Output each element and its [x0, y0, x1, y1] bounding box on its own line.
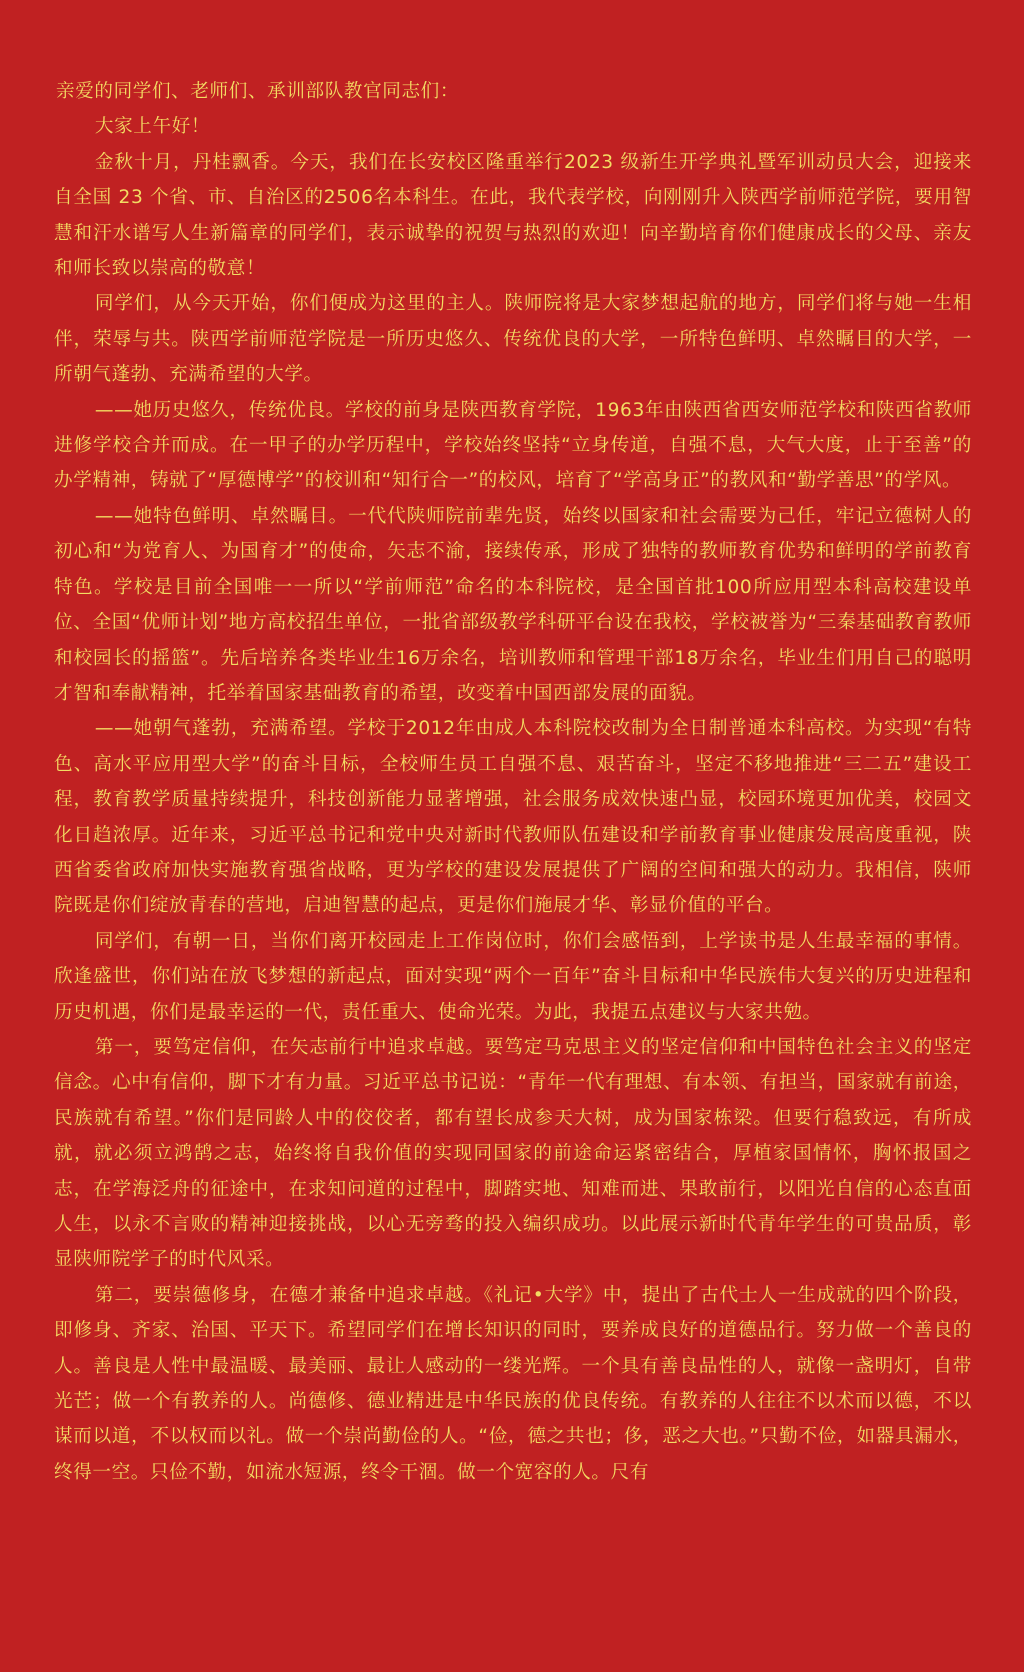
salutation: 亲爱的同学们、老师们、承训部队教官同志们：: [56, 81, 460, 102]
suggestion-two-paragraph: 第二，要崇德修身，在德才兼备中追求卓越。《礼记•大学》中，提出了古代士人一生成就的四个阶段，即修身、齐家、治国、平天下。希望同学们在增长知识的同时，要养成良好的道德品行。努力做一个善良的人。善良是人性中最温暖、最美丽、最让人感动的一缕光辉。一个具有善良品性的人，就像一盏明灯，自带光芒；做一个有教养的人。尚德修、德业精进是中华民族的优良传统。有教养的人往往不以术而以德，不以谋而以道，不以权而以礼。做一个崇尚勤俭的人。“俭，德之共也；侈，恶之大也。”只勤不俭，如器具漏水，终得一空。只俭不勤，如流水短源，终令干涸。做一个宽容的人。尺有: [54, 1284, 972, 1483]
history-paragraph: ——她历史悠久，传统优良。学校的前身是陕西教育学院，1963年由陕西省西安师范学校和陕西省教师进修学校合并而成。在一甲子的办学历程中，学校始终坚持“立身传道，自强不息，大气大度，止于至善”的办学精神，铸就了“厚德博学”的校训和“知行合一”的校风，培育了“学高身正”的教风和“勤学善思”的学风。: [54, 399, 972, 492]
greeting-paragraph: 大家上午好！: [94, 116, 211, 138]
mission-paragraph: 同学们，有朝一日，当你们离开校园走上工作岗位时，你们会感悟到，上学读书是人生最幸福的事情。欣逢盛世，你们站在放飞梦想的新起点，面对实现“两个一百年”奋斗目标和中华民族伟大复兴的历史进程和历史机遇，你们是最幸运的一代，责任重大、使命光荣。为此，我提五点建议与大家共勉。: [54, 930, 972, 1023]
welcome-paragraph: 金秋十月，丹桂飘香。今天，我们在长安校区隆重举行2023 级新生开学典礼暨军训动员大会，迎接来自全国 23 个省、市、自治区的2506名本科生。在此，我代表学校，向刚刚升入陕西学前师范学院，要用智慧和汗水谱写人生新篇章的同学们，表示诚挚的祝贺与热烈的欢迎！向辛勤培育你们健康成长的父母、亲友和师长致以崇高的敬意！: [54, 151, 972, 280]
suggestion-one-paragraph: 第一，要笃定信仰，在矢志前行中追求卓越。要笃定马克思主义的坚定信仰和中国特色社会主义的坚定信念。心中有信仰，脚下才有力量。习近平总书记说：“青年一代有理想、有本领、有担当，国家就有前途，民族就有希望。”你们是同龄人中的佼佼者，都有望长成参天大树，成为国家栋梁。但要行稳致远，有所成就，就必须立鸿鹄之志，始终将自我价值的实现同国家的前途命运紧密结合，厚植家国情怀，胸怀报国之志，在学海泛舟的征途中，在求知问道的过程中，脚踏实地、知难而进、果敢前行，以阳光自信的心态直面人生，以永不言败的精神迎接挑战，以心无旁骛的投入编织成功。以此展示新时代青年学生的可贵品质，彰显陕师院学子的时代风采。: [54, 1036, 972, 1271]
introduction-paragraph: 同学们，从今天开始，你们便成为这里的主人。陕师院将是大家梦想起航的地方，同学们将与她一生相伴，荣辱与共。陕西学前师范学院是一所历史悠久、传统优良的大学，一所特色鲜明、卓然瞩目的大学，一所朝气蓬勃、充满希望的大学。: [54, 293, 972, 386]
features-paragraph: ——她特色鲜明、卓然瞩目。一代代陕师院前辈先贤，始终以国家和社会需要为己任，牢记立德树人的初心和“为党育人、为国育才”的使命，矢志不渝，接续传承，形成了独特的教师教育优势和鲜明的学前教育特色。学校是目前全国唯一一所以“学前师范”命名的本科院校，是全国首批100所应用型本科高校建设单位、全国“优师计划”地方高校招生单位，一批省部级教学科研平台设在我校，学校被誉为“三秦基础教育教师和校园长的摇篮”。先后培养各类毕业生16万余名，培训教师和管理干部18万余名，毕业生们用自己的聪明才智和奉献精神，托举着国家基础教育的希望，改变着中国西部发展的面貌。: [54, 505, 972, 704]
vitality-paragraph: ——她朝气蓬勃，充满希望。学校于2012年由成人本科院校改制为全日制普通本科高校。为实现“有特色、高水平应用型大学”的奋斗目标，全校师生员工自强不息、艰苦奋斗，坚定不移地推进“三二五”建设工程，教育教学质量持续提升，科技创新能力显著增强，社会服务成效快速凸显，校园环境更加优美，校园文化日趋浓厚。近年来，习近平总书记和党中央对新时代教师队伍建设和学前教育事业健康发展高度重视，陕西省委省政府加快实施教育强省战略，更为学校的建设发展提供了广阔的空间和强大的动力。我相信，陕师院既是你们绽放青春的营地，启迪智慧的起点，更是你们施展才华、彰显价值的平台。: [54, 718, 972, 917]
